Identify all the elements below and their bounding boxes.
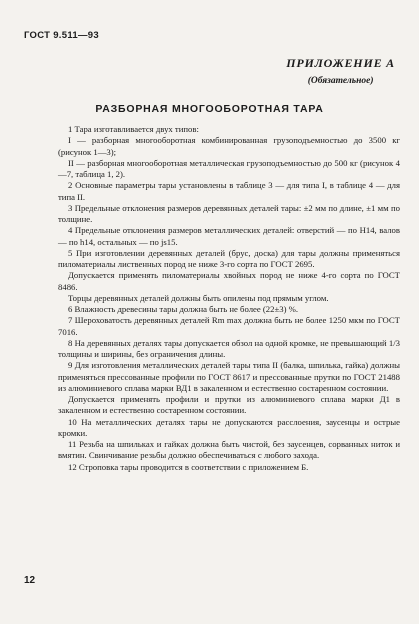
paragraph: 11 Резьба на шпильках и гайках должна быть чистой, без заусенцев, сорванных ниток и вмятин. Свинчивание резьбы должно обеспечиваться с любого захода. — [58, 439, 400, 461]
appendix-title: ПРИЛОЖЕНИЕ А — [286, 56, 395, 70]
paragraph: 8 На деревянных деталях тары допускается обзол на одной кромке, не превышающий 1/3 толщины и ширины, без ограничения длины. — [58, 337, 400, 359]
paragraph: 7 Шероховатость деревянных деталей Rm max должна быть не более 1250 мкм по ГОСТ 7016. — [58, 315, 400, 337]
standard-designation: ГОСТ 9.511—93 — [24, 30, 99, 41]
paragraph: 6 Влажность древесины тары должна быть не более (22±3) %. — [68, 304, 299, 314]
paragraph: Допускается применять профили и прутки из алюминиевого сплава марки Д1 в закаленном и естественно состаренном состоянии. — [58, 394, 400, 416]
page-number: 12 — [24, 575, 36, 586]
appendix-heading — [286, 56, 395, 86]
paragraph: 10 На металлических деталях тары не допускаются расслоения, заусенцы и острые кромки. — [58, 416, 400, 438]
paragraph: 1 Тара изготавливается двух типов: — [68, 124, 199, 134]
paragraph: 5 При изготовлении деревянных деталей (брус, доска) для тары должны применяться пиломатериалы лиственных пород не ниже 3-го сорта по ГОСТ 2695. — [58, 247, 400, 269]
paragraph: 2 Основные параметры тары установлены в таблице 3 — для типа I, в таблице 4 — для типа II. — [58, 180, 400, 202]
section-title: РАЗБОРНАЯ МНОГООБОРОТНАЯ ТАРА — [95, 103, 324, 115]
paragraph: Торцы деревянных деталей должны быть опилены под прямым углом. — [68, 292, 329, 303]
appendix-status: (Обязательное) — [307, 76, 374, 86]
paragraph: Допускается применять пиломатериалы хвойных пород не ниже 4-го сорта по ГОСТ 8486. — [58, 270, 400, 292]
paragraph: I — разборная многооборотная комбинированная грузоподъемностью до 3500 кг (рисунок 1—3); — [58, 135, 400, 157]
paragraph: II — разборная многооборотная металлическая грузоподъемностью до 500 кг (рисунок 4—7, таблица 1, 2). — [58, 157, 400, 179]
paragraph: 9 Для изготовления металлических деталей тары типа II (балка, шпилька, гайка) должны применяться прессованные профили по ГОСТ 8617 и прессованные прутки по ГОСТ 21488 из алюминиевого сплава марки ВД1 в закаленном и естественно состаренном состоянии. — [58, 360, 400, 393]
paragraph: 3 Предельные отклонения размеров деревянных деталей тары: ±2 мм по длине, ±1 мм по толщине. — [58, 202, 400, 224]
document-body — [58, 124, 400, 473]
paragraph: 12 Строповка тары проводится в соответствии с приложением Б. — [68, 461, 309, 472]
paragraph: 4 Предельные отклонения размеров металлических деталей: отверстий — по H14, валов — по h14, остальных — по js15. — [58, 225, 400, 247]
